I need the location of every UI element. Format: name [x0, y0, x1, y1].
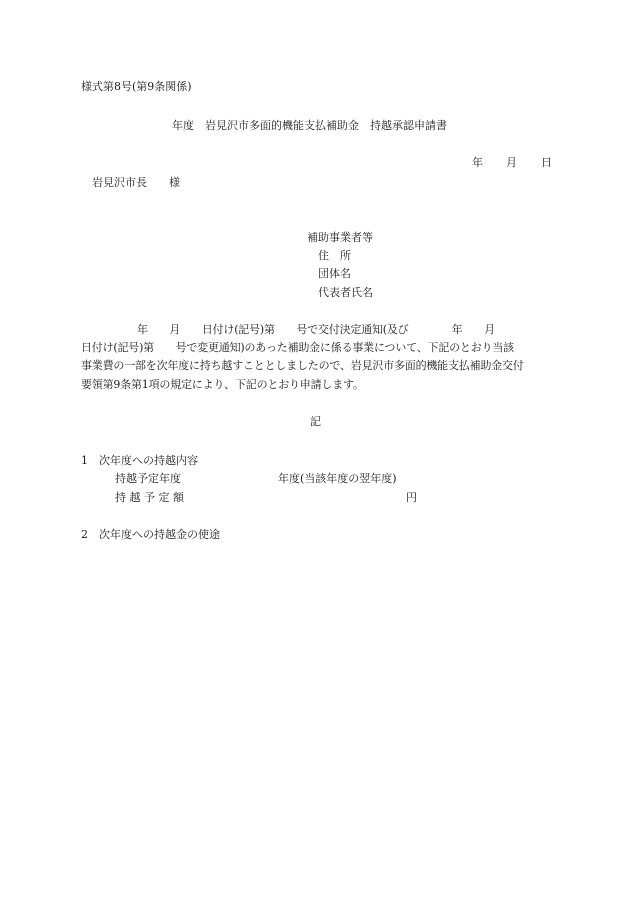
- body-line-1: 年 月 日付け(記号)第 号で交付決定通知(及び 年 月: [137, 323, 495, 336]
- body-line-4: 要領第9条第1項の規定により、下記のとおり申請します。: [81, 378, 364, 391]
- applicant-representative: 代表者氏名: [318, 286, 373, 299]
- date-year: 年: [472, 156, 483, 169]
- document-title: 年度 岩見沢市多面的機能支払補助金 持越承認申請書: [172, 119, 447, 132]
- section-2-heading: 2 次年度への持越金の使途: [81, 528, 220, 541]
- carryover-amount-unit: 円: [406, 491, 417, 504]
- applicant-address: 住 所: [318, 249, 351, 262]
- applicant-heading: 補助事業者等: [307, 231, 373, 244]
- date-month: 月: [506, 156, 517, 169]
- carryover-amount-label: 持 越 予 定 額: [115, 491, 184, 504]
- carryover-year-label: 持越予定年度: [115, 472, 181, 485]
- section-1-heading: 1 次年度への持越内容: [81, 454, 198, 467]
- carryover-year-value: 年度(当該年度の翌年度): [278, 472, 397, 485]
- date-day: 日: [541, 156, 552, 169]
- applicant-org-name: 団体名: [318, 267, 351, 280]
- ki-mark: 記: [310, 415, 321, 428]
- body-line-2: 日付け(記号)第 号で変更通知)のあった補助金に係る事業について、下記のとおり当該: [81, 341, 514, 354]
- form-number: 様式第8号(第9条関係): [81, 80, 192, 93]
- addressee: 岩見沢市長 様: [92, 176, 180, 189]
- body-line-3: 事業費の一部を次年度に持ち越すこととしましたので、岩見沢市多面的機能支払補助金交付: [81, 359, 524, 372]
